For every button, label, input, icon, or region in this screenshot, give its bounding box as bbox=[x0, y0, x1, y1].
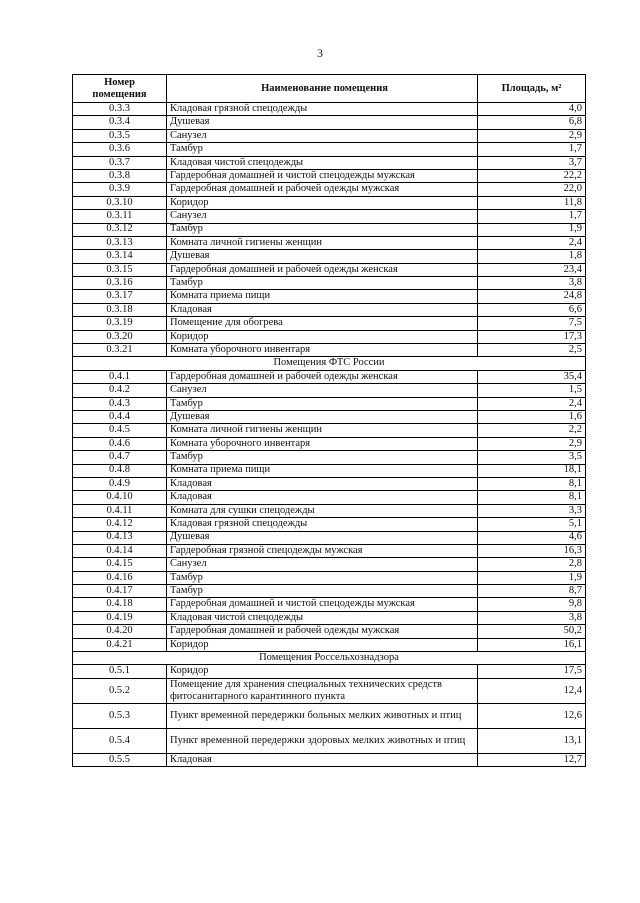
room-name-cell: Душевая bbox=[167, 116, 478, 129]
table-row bbox=[73, 531, 586, 544]
room-number-cell: 0.3.17 bbox=[73, 290, 167, 303]
header-room-name: Наименование помещения bbox=[167, 75, 478, 103]
room-name-cell: Коридор bbox=[167, 638, 478, 651]
room-name-cell: Санузел bbox=[167, 384, 478, 397]
header-area: Площадь, м² bbox=[478, 75, 586, 103]
room-area-cell: 8,7 bbox=[478, 585, 586, 598]
room-name-cell: Тамбур bbox=[167, 451, 478, 464]
room-name-cell: Пункт временной передержки больных мелких животных и птиц bbox=[167, 703, 478, 728]
table-row bbox=[73, 129, 586, 142]
room-number-cell: 0.3.16 bbox=[73, 277, 167, 290]
room-number-cell: 0.3.18 bbox=[73, 303, 167, 316]
room-name-cell: Душевая bbox=[167, 531, 478, 544]
table-row bbox=[73, 210, 586, 223]
room-number-cell: 0.4.21 bbox=[73, 638, 167, 651]
room-number-cell: 0.4.17 bbox=[73, 585, 167, 598]
room-number-cell: 0.5.1 bbox=[73, 665, 167, 678]
room-area-cell: 35,4 bbox=[478, 370, 586, 383]
room-area-cell: 22,0 bbox=[478, 183, 586, 196]
table-row bbox=[73, 103, 586, 116]
table-row bbox=[73, 678, 586, 703]
table-row bbox=[73, 544, 586, 557]
room-area-cell: 9,8 bbox=[478, 598, 586, 611]
room-area-cell: 1,9 bbox=[478, 571, 586, 584]
room-number-cell: 0.4.5 bbox=[73, 424, 167, 437]
table-row bbox=[73, 223, 586, 236]
room-area-cell: 24,8 bbox=[478, 290, 586, 303]
table-row bbox=[73, 196, 586, 209]
room-name-cell: Комната уборочного инвентаря bbox=[167, 344, 478, 357]
table-row bbox=[73, 116, 586, 129]
room-name-cell: Душевая bbox=[167, 250, 478, 263]
room-area-cell: 8,1 bbox=[478, 477, 586, 490]
table-row bbox=[73, 598, 586, 611]
table-row bbox=[73, 424, 586, 437]
room-area-cell: 17,5 bbox=[478, 665, 586, 678]
table-body bbox=[73, 103, 586, 767]
room-area-cell: 50,2 bbox=[478, 625, 586, 638]
room-name-cell: Коридор bbox=[167, 330, 478, 343]
room-number-cell: 0.3.6 bbox=[73, 143, 167, 156]
room-number-cell: 0.4.10 bbox=[73, 491, 167, 504]
room-area-cell: 1,5 bbox=[478, 384, 586, 397]
room-number-cell: 0.3.7 bbox=[73, 156, 167, 169]
room-area-cell: 3,7 bbox=[478, 156, 586, 169]
room-name-cell: Кладовая грязной спецодежды bbox=[167, 103, 478, 116]
room-number-cell: 0.3.8 bbox=[73, 169, 167, 182]
room-area-cell: 2,5 bbox=[478, 344, 586, 357]
table-row bbox=[73, 464, 586, 477]
room-number-cell: 0.4.9 bbox=[73, 477, 167, 490]
table-row bbox=[73, 477, 586, 490]
room-number-cell: 0.4.6 bbox=[73, 437, 167, 450]
room-area-cell: 16,1 bbox=[478, 638, 586, 651]
room-name-cell: Санузел bbox=[167, 210, 478, 223]
room-number-cell: 0.3.10 bbox=[73, 196, 167, 209]
room-number-cell: 0.3.5 bbox=[73, 129, 167, 142]
table-row bbox=[73, 558, 586, 571]
room-area-cell: 2,9 bbox=[478, 437, 586, 450]
room-number-cell: 0.5.4 bbox=[73, 728, 167, 753]
room-name-cell: Кладовая грязной спецодежды bbox=[167, 518, 478, 531]
room-name-cell: Тамбур bbox=[167, 585, 478, 598]
header-room-number: Номер помещения bbox=[73, 75, 167, 103]
table-row bbox=[73, 437, 586, 450]
table-row bbox=[73, 263, 586, 276]
table-row bbox=[73, 638, 586, 651]
room-number-cell: 0.3.13 bbox=[73, 236, 167, 249]
room-area-cell: 2,4 bbox=[478, 397, 586, 410]
room-area-cell: 3,8 bbox=[478, 611, 586, 624]
room-area-cell: 1,7 bbox=[478, 143, 586, 156]
room-number-cell: 0.3.20 bbox=[73, 330, 167, 343]
room-number-cell: 0.4.11 bbox=[73, 504, 167, 517]
room-number-cell: 0.5.3 bbox=[73, 703, 167, 728]
room-area-cell: 2,8 bbox=[478, 558, 586, 571]
room-name-cell: Гардеробная домашней и рабочей одежды мужская bbox=[167, 183, 478, 196]
table-row bbox=[73, 611, 586, 624]
room-number-cell: 0.3.3 bbox=[73, 103, 167, 116]
room-name-cell: Коридор bbox=[167, 665, 478, 678]
room-number-cell: 0.3.9 bbox=[73, 183, 167, 196]
room-area-cell: 23,4 bbox=[478, 263, 586, 276]
table-row bbox=[73, 156, 586, 169]
room-number-cell: 0.4.3 bbox=[73, 397, 167, 410]
room-area-cell: 2,2 bbox=[478, 424, 586, 437]
room-name-cell: Гардеробная домашней и чистой спецодежды мужская bbox=[167, 598, 478, 611]
room-number-cell: 0.3.14 bbox=[73, 250, 167, 263]
room-number-cell: 0.5.5 bbox=[73, 753, 167, 766]
room-area-cell: 22,2 bbox=[478, 169, 586, 182]
table-row bbox=[73, 518, 586, 531]
table-row bbox=[73, 250, 586, 263]
room-name-cell: Гардеробная домашней и чистой спецодежды мужская bbox=[167, 169, 478, 182]
room-name-cell: Комната личной гигиены женщин bbox=[167, 424, 478, 437]
table-row bbox=[73, 728, 586, 753]
room-number-cell: 0.3.11 bbox=[73, 210, 167, 223]
room-area-cell: 6,6 bbox=[478, 303, 586, 316]
table-row bbox=[73, 183, 586, 196]
room-area-cell: 11,8 bbox=[478, 196, 586, 209]
room-name-cell: Тамбур bbox=[167, 143, 478, 156]
table-row bbox=[73, 236, 586, 249]
room-name-cell: Кладовая bbox=[167, 491, 478, 504]
room-area-cell: 2,4 bbox=[478, 236, 586, 249]
room-area-cell: 1,8 bbox=[478, 250, 586, 263]
room-name-cell: Гардеробная домашней и рабочей одежды мужская bbox=[167, 625, 478, 638]
room-name-cell: Кладовая чистой спецодежды bbox=[167, 156, 478, 169]
room-name-cell: Тамбур bbox=[167, 223, 478, 236]
room-area-cell: 12,7 bbox=[478, 753, 586, 766]
table-row bbox=[73, 703, 586, 728]
room-area-cell: 13,1 bbox=[478, 728, 586, 753]
room-name-cell: Кладовая bbox=[167, 477, 478, 490]
room-name-cell: Помещение для хранения специальных технических средств фитосанитарного карантинного пункта bbox=[167, 678, 478, 703]
room-area-cell: 12,6 bbox=[478, 703, 586, 728]
room-number-cell: 0.4.14 bbox=[73, 544, 167, 557]
table-row bbox=[73, 169, 586, 182]
room-name-cell: Душевая bbox=[167, 410, 478, 423]
table-row bbox=[73, 317, 586, 330]
room-name-cell: Тамбур bbox=[167, 277, 478, 290]
room-number-cell: 0.3.19 bbox=[73, 317, 167, 330]
room-area-cell: 7,5 bbox=[478, 317, 586, 330]
table-row bbox=[73, 504, 586, 517]
room-name-cell: Кладовая bbox=[167, 753, 478, 766]
table-row bbox=[73, 665, 586, 678]
room-area-cell: 1,6 bbox=[478, 410, 586, 423]
room-number-cell: 0.4.20 bbox=[73, 625, 167, 638]
room-name-cell: Пункт временной передержки здоровых мелких животных и птиц bbox=[167, 728, 478, 753]
room-name-cell: Гардеробная домашней и рабочей одежды женская bbox=[167, 263, 478, 276]
room-name-cell: Комната уборочного инвентаря bbox=[167, 437, 478, 450]
room-name-cell: Комната приема пищи bbox=[167, 464, 478, 477]
table-row bbox=[73, 384, 586, 397]
table-row bbox=[73, 410, 586, 423]
section-title: Помещения ФТС России bbox=[73, 357, 586, 370]
room-name-cell: Санузел bbox=[167, 129, 478, 142]
room-area-cell: 2,9 bbox=[478, 129, 586, 142]
table-row bbox=[73, 625, 586, 638]
room-area-cell: 8,1 bbox=[478, 491, 586, 504]
room-area-cell: 4,0 bbox=[478, 103, 586, 116]
room-name-cell: Помещение для обогрева bbox=[167, 317, 478, 330]
room-number-cell: 0.3.12 bbox=[73, 223, 167, 236]
table-row bbox=[73, 303, 586, 316]
room-area-cell: 1,9 bbox=[478, 223, 586, 236]
rooms-table bbox=[72, 74, 586, 767]
room-number-cell: 0.4.1 bbox=[73, 370, 167, 383]
table-row bbox=[73, 491, 586, 504]
room-name-cell: Санузел bbox=[167, 558, 478, 571]
room-number-cell: 0.4.16 bbox=[73, 571, 167, 584]
page-number: 3 bbox=[317, 46, 323, 60]
room-number-cell: 0.3.4 bbox=[73, 116, 167, 129]
section-row bbox=[73, 652, 586, 665]
table-row bbox=[73, 451, 586, 464]
table-row bbox=[73, 277, 586, 290]
room-name-cell: Тамбур bbox=[167, 397, 478, 410]
table-row bbox=[73, 397, 586, 410]
table-row bbox=[73, 290, 586, 303]
table-row bbox=[73, 344, 586, 357]
table-row bbox=[73, 143, 586, 156]
table-header-row bbox=[73, 75, 586, 103]
section-row bbox=[73, 357, 586, 370]
table-row bbox=[73, 370, 586, 383]
room-area-cell: 3,5 bbox=[478, 451, 586, 464]
table-row bbox=[73, 585, 586, 598]
room-number-cell: 0.4.4 bbox=[73, 410, 167, 423]
room-number-cell: 0.5.2 bbox=[73, 678, 167, 703]
room-name-cell: Кладовая bbox=[167, 303, 478, 316]
table-row bbox=[73, 330, 586, 343]
table-row bbox=[73, 753, 586, 766]
room-number-cell: 0.4.8 bbox=[73, 464, 167, 477]
room-area-cell: 18,1 bbox=[478, 464, 586, 477]
room-name-cell: Коридор bbox=[167, 196, 478, 209]
room-area-cell: 16,3 bbox=[478, 544, 586, 557]
room-number-cell: 0.4.12 bbox=[73, 518, 167, 531]
table-row bbox=[73, 571, 586, 584]
room-number-cell: 0.4.2 bbox=[73, 384, 167, 397]
room-number-cell: 0.4.18 bbox=[73, 598, 167, 611]
room-name-cell: Тамбур bbox=[167, 571, 478, 584]
room-area-cell: 1,7 bbox=[478, 210, 586, 223]
room-name-cell: Комната приема пищи bbox=[167, 290, 478, 303]
room-number-cell: 0.4.7 bbox=[73, 451, 167, 464]
room-area-cell: 6,8 bbox=[478, 116, 586, 129]
room-name-cell: Кладовая чистой спецодежды bbox=[167, 611, 478, 624]
room-name-cell: Комната личной гигиены женщин bbox=[167, 236, 478, 249]
room-number-cell: 0.3.21 bbox=[73, 344, 167, 357]
section-title: Помещения Россельхознадзора bbox=[73, 652, 586, 665]
room-area-cell: 3,8 bbox=[478, 277, 586, 290]
room-name-cell: Комната для сушки спецодежды bbox=[167, 504, 478, 517]
room-area-cell: 17,3 bbox=[478, 330, 586, 343]
room-area-cell: 5,1 bbox=[478, 518, 586, 531]
room-area-cell: 3,3 bbox=[478, 504, 586, 517]
room-name-cell: Гардеробная домашней и рабочей одежды женская bbox=[167, 370, 478, 383]
room-number-cell: 0.4.15 bbox=[73, 558, 167, 571]
room-number-cell: 0.4.19 bbox=[73, 611, 167, 624]
room-name-cell: Гардеробная грязной спецодежды мужская bbox=[167, 544, 478, 557]
room-number-cell: 0.3.15 bbox=[73, 263, 167, 276]
room-area-cell: 12,4 bbox=[478, 678, 586, 703]
room-number-cell: 0.4.13 bbox=[73, 531, 167, 544]
room-area-cell: 4,6 bbox=[478, 531, 586, 544]
